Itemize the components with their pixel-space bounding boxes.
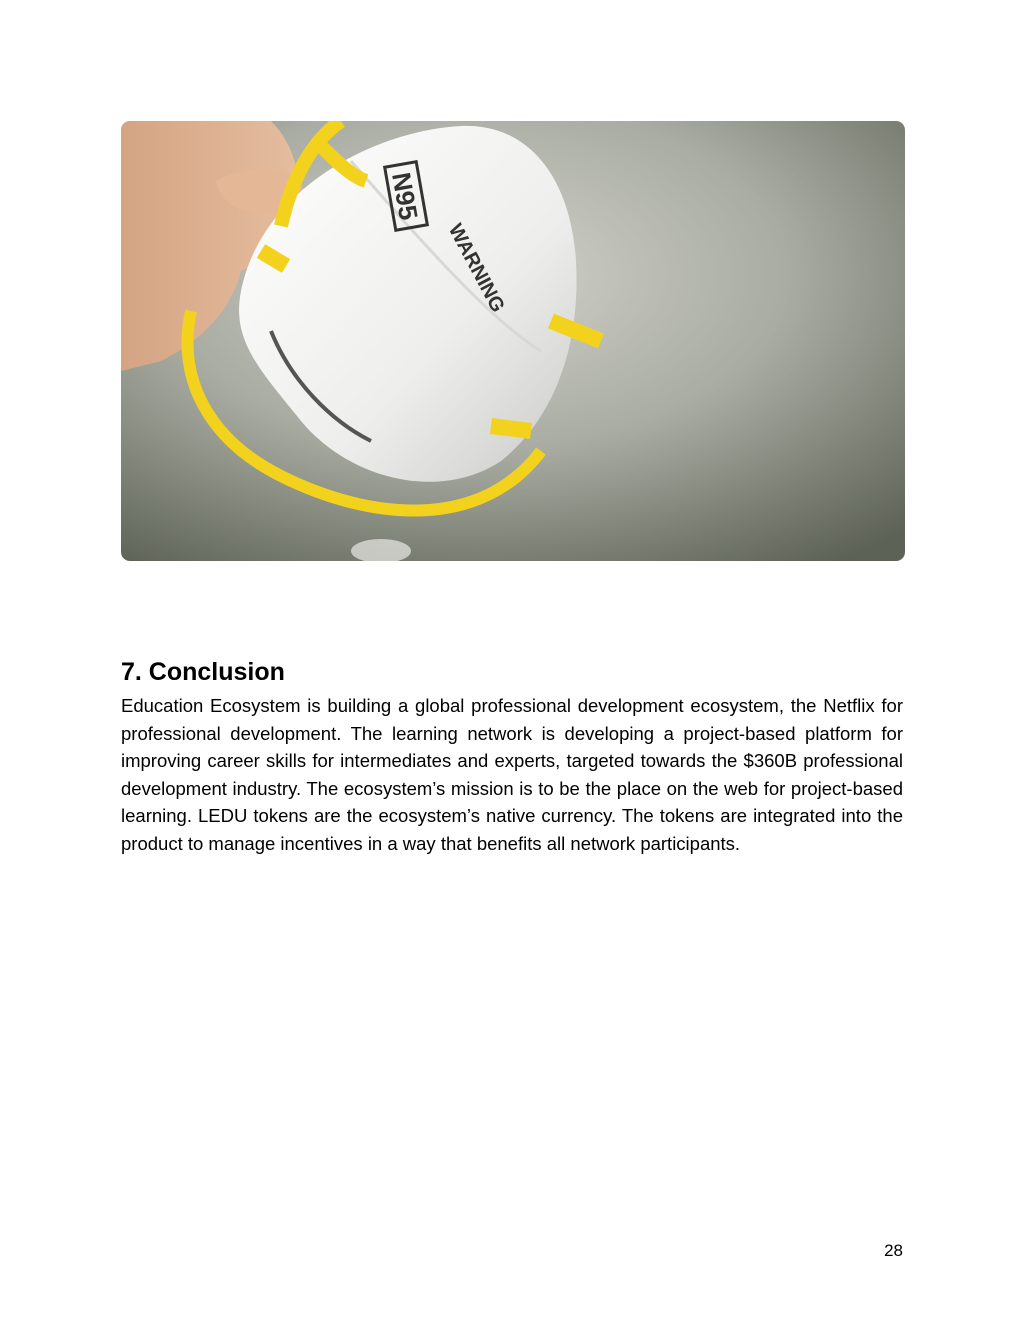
strap-clip-bottom [491, 426, 531, 431]
section-heading: 7. Conclusion [121, 658, 285, 686]
svg-text:WARNING: WARNING [443, 220, 509, 317]
conclusion-paragraph: Education Ecosystem is building a global professional development ecosystem, the Netflix for professional development. The learning network is developing a project-based platform for improving career skills for intermediates and experts, targeted towards the $360B professional development industry. The ecosystem’s mission is to be the place on the web for project-based learning. LEDU tokens are the ecosystem’s native currency. The tokens are integrated into the product to manage incentives in a way that benefits all network participants. [121, 695, 903, 854]
respirator-mask-photo [121, 121, 905, 561]
page-number: 28 [884, 1241, 903, 1260]
svg-text:N95: N95 [386, 170, 424, 223]
photo-illustration [121, 121, 905, 561]
